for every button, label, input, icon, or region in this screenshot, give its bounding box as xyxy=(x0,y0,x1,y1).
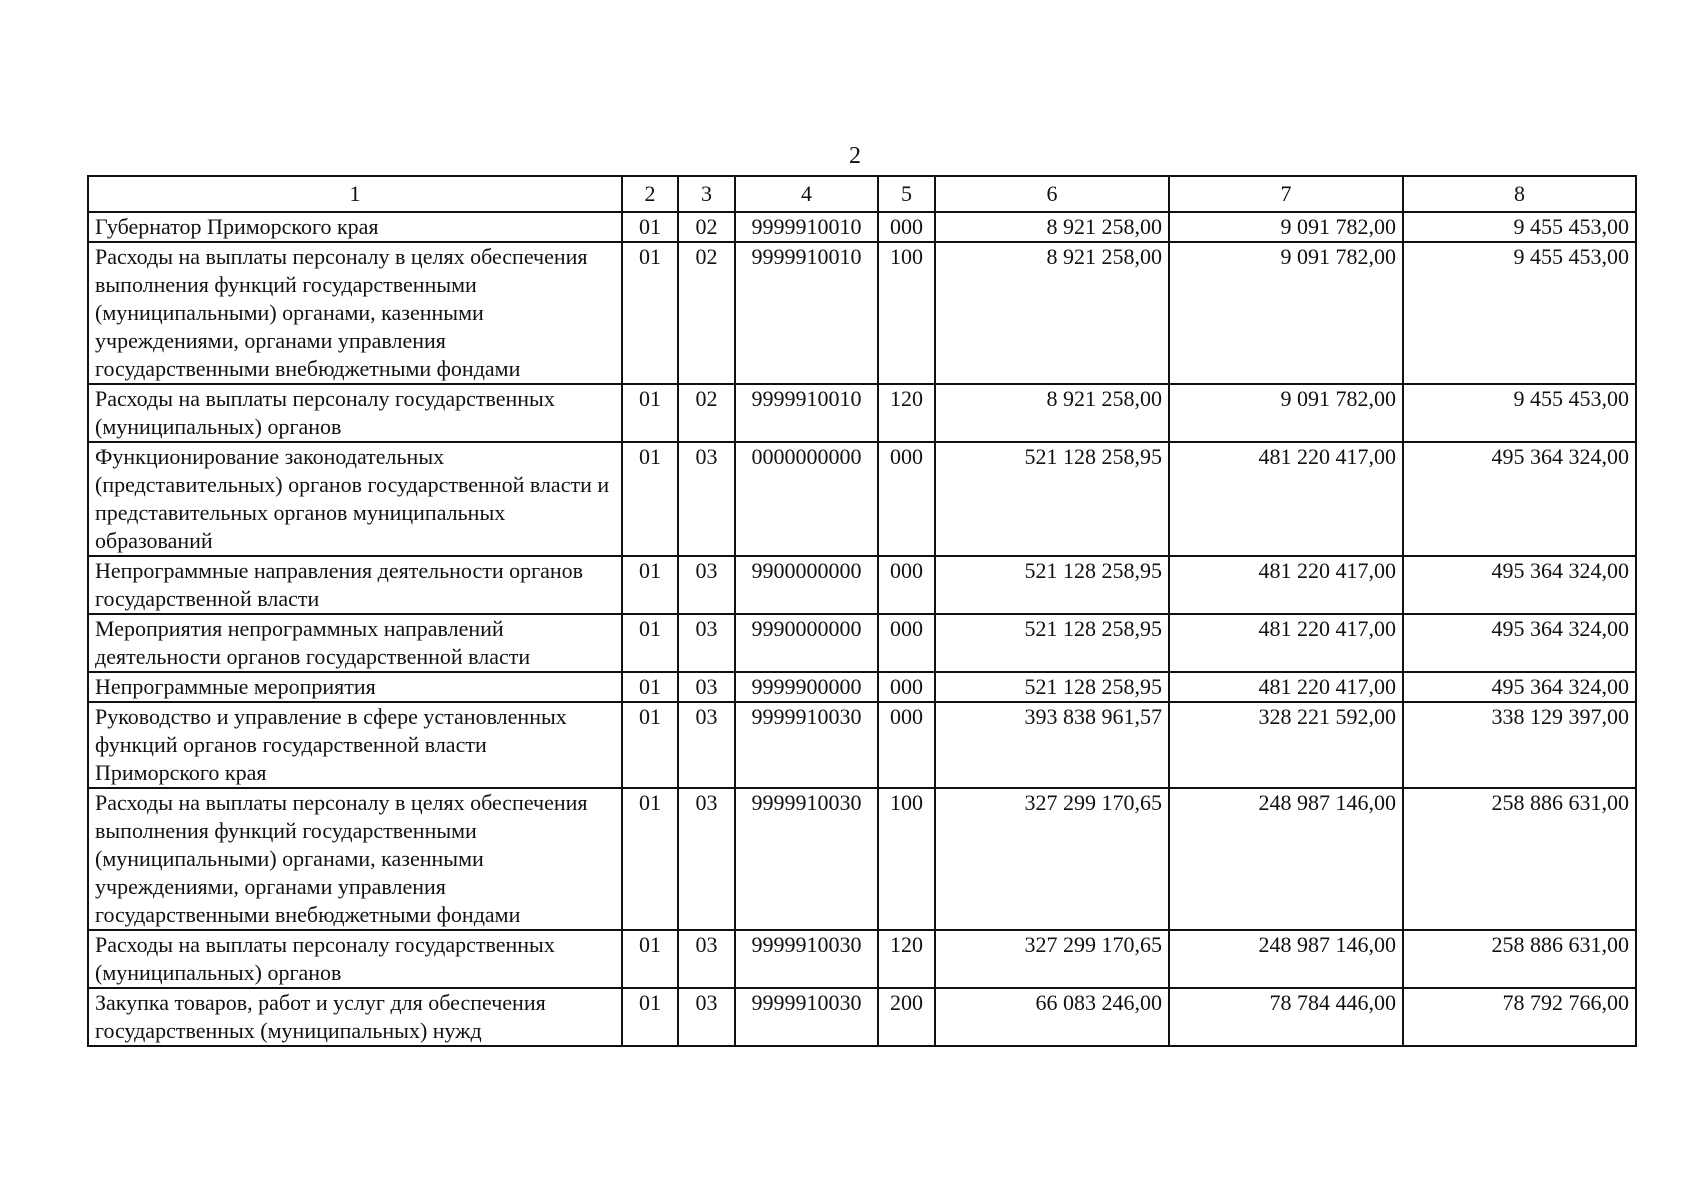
expense-type-code: 000 xyxy=(878,442,935,556)
expense-type-code: 100 xyxy=(878,788,935,930)
column-header: 1 xyxy=(88,176,622,212)
column-header: 3 xyxy=(678,176,735,212)
table-row xyxy=(88,442,1636,556)
row-name: Расходы на выплаты персоналу государственных (муниципальных) органов xyxy=(88,384,622,442)
expense-type-code: 120 xyxy=(878,384,935,442)
table-row xyxy=(88,930,1636,988)
subsection-code: 03 xyxy=(678,672,735,702)
section-code: 01 xyxy=(622,672,678,702)
target-article-code: 9999910030 xyxy=(735,988,878,1046)
subsection-code: 03 xyxy=(678,788,735,930)
subsection-code: 03 xyxy=(678,556,735,614)
row-name: Закупка товаров, работ и услуг для обеспечения государственных (муниципальных) нужд xyxy=(88,988,622,1046)
column-header: 8 xyxy=(1403,176,1636,212)
target-article-code: 9900000000 xyxy=(735,556,878,614)
amount-col8: 338 129 397,00 xyxy=(1403,702,1636,788)
page-number: 2 xyxy=(849,143,861,169)
amount-col6: 521 128 258,95 xyxy=(935,672,1169,702)
table-row xyxy=(88,988,1636,1046)
subsection-code: 02 xyxy=(678,384,735,442)
expense-type-code: 000 xyxy=(878,702,935,788)
amount-col7: 248 987 146,00 xyxy=(1169,930,1403,988)
expense-type-code: 000 xyxy=(878,672,935,702)
amount-col7: 481 220 417,00 xyxy=(1169,672,1403,702)
target-article-code: 9999910030 xyxy=(735,702,878,788)
column-header: 4 xyxy=(735,176,878,212)
amount-col7: 328 221 592,00 xyxy=(1169,702,1403,788)
target-article-code: 9999910030 xyxy=(735,788,878,930)
section-code: 01 xyxy=(622,988,678,1046)
amount-col6: 521 128 258,95 xyxy=(935,442,1169,556)
amount-col6: 8 921 258,00 xyxy=(935,384,1169,442)
table-row xyxy=(88,556,1636,614)
table-header-row xyxy=(88,176,1636,212)
subsection-code: 03 xyxy=(678,702,735,788)
expense-type-code: 000 xyxy=(878,556,935,614)
table-row xyxy=(88,672,1636,702)
section-code: 01 xyxy=(622,556,678,614)
table-row xyxy=(88,702,1636,788)
target-article-code: 9999910010 xyxy=(735,242,878,384)
amount-col6: 327 299 170,65 xyxy=(935,930,1169,988)
amount-col6: 327 299 170,65 xyxy=(935,788,1169,930)
amount-col6: 393 838 961,57 xyxy=(935,702,1169,788)
column-header: 6 xyxy=(935,176,1169,212)
table-row xyxy=(88,384,1636,442)
amount-col7: 481 220 417,00 xyxy=(1169,556,1403,614)
subsection-code: 03 xyxy=(678,930,735,988)
expense-type-code: 200 xyxy=(878,988,935,1046)
amount-col8: 9 455 453,00 xyxy=(1403,384,1636,442)
table-row xyxy=(88,212,1636,242)
amount-col7: 9 091 782,00 xyxy=(1169,212,1403,242)
section-code: 01 xyxy=(622,702,678,788)
row-name: Губернатор Приморского края xyxy=(88,212,622,242)
amount-col8: 495 364 324,00 xyxy=(1403,556,1636,614)
row-name: Мероприятия непрограммных направлений деятельности органов государственной власти xyxy=(88,614,622,672)
amount-col6: 8 921 258,00 xyxy=(935,242,1169,384)
table-row xyxy=(88,788,1636,930)
amount-col8: 495 364 324,00 xyxy=(1403,614,1636,672)
column-header: 7 xyxy=(1169,176,1403,212)
row-name: Руководство и управление в сфере установленных функций органов государственной власти Приморского края xyxy=(88,702,622,788)
row-name: Расходы на выплаты персоналу государственных (муниципальных) органов xyxy=(88,930,622,988)
section-code: 01 xyxy=(622,614,678,672)
row-name: Функционирование законодательных (представительных) органов государственной власти и представительных органов муниципальных образований xyxy=(88,442,622,556)
table-row xyxy=(88,614,1636,672)
amount-col7: 9 091 782,00 xyxy=(1169,242,1403,384)
section-code: 01 xyxy=(622,212,678,242)
amount-col6: 521 128 258,95 xyxy=(935,556,1169,614)
amount-col6: 8 921 258,00 xyxy=(935,212,1169,242)
row-name: Расходы на выплаты персоналу в целях обеспечения выполнения функций государственными (муниципальными) органами, казенными учреждениями, органами управления государственными внебюджетными фондами xyxy=(88,788,622,930)
amount-col8: 78 792 766,00 xyxy=(1403,988,1636,1046)
section-code: 01 xyxy=(622,242,678,384)
target-article-code: 9999900000 xyxy=(735,672,878,702)
amount-col8: 258 886 631,00 xyxy=(1403,788,1636,930)
amount-col7: 248 987 146,00 xyxy=(1169,788,1403,930)
section-code: 01 xyxy=(622,442,678,556)
amount-col7: 78 784 446,00 xyxy=(1169,988,1403,1046)
row-name: Непрограммные мероприятия xyxy=(88,672,622,702)
column-header: 2 xyxy=(622,176,678,212)
target-article-code: 9999910010 xyxy=(735,384,878,442)
expense-type-code: 000 xyxy=(878,614,935,672)
amount-col8: 495 364 324,00 xyxy=(1403,672,1636,702)
subsection-code: 02 xyxy=(678,212,735,242)
expense-type-code: 100 xyxy=(878,242,935,384)
target-article-code: 9990000000 xyxy=(735,614,878,672)
subsection-code: 03 xyxy=(678,614,735,672)
row-name: Расходы на выплаты персоналу в целях обеспечения выполнения функций государственными (муниципальными) органами, казенными учреждениями, органами управления государственными внебюджетными фондами xyxy=(88,242,622,384)
section-code: 01 xyxy=(622,788,678,930)
subsection-code: 03 xyxy=(678,988,735,1046)
section-code: 01 xyxy=(622,930,678,988)
target-article-code: 9999910030 xyxy=(735,930,878,988)
target-article-code: 0000000000 xyxy=(735,442,878,556)
amount-col6: 66 083 246,00 xyxy=(935,988,1169,1046)
amount-col8: 495 364 324,00 xyxy=(1403,442,1636,556)
expense-type-code: 120 xyxy=(878,930,935,988)
amount-col7: 481 220 417,00 xyxy=(1169,614,1403,672)
subsection-code: 03 xyxy=(678,442,735,556)
column-header: 5 xyxy=(878,176,935,212)
amount-col7: 9 091 782,00 xyxy=(1169,384,1403,442)
budget-table xyxy=(87,175,1637,1047)
section-code: 01 xyxy=(622,384,678,442)
expense-type-code: 000 xyxy=(878,212,935,242)
subsection-code: 02 xyxy=(678,242,735,384)
row-name: Непрограммные направления деятельности органов государственной власти xyxy=(88,556,622,614)
amount-col8: 9 455 453,00 xyxy=(1403,212,1636,242)
amount-col8: 9 455 453,00 xyxy=(1403,242,1636,384)
amount-col7: 481 220 417,00 xyxy=(1169,442,1403,556)
table-row xyxy=(88,242,1636,384)
target-article-code: 9999910010 xyxy=(735,212,878,242)
amount-col6: 521 128 258,95 xyxy=(935,614,1169,672)
amount-col8: 258 886 631,00 xyxy=(1403,930,1636,988)
